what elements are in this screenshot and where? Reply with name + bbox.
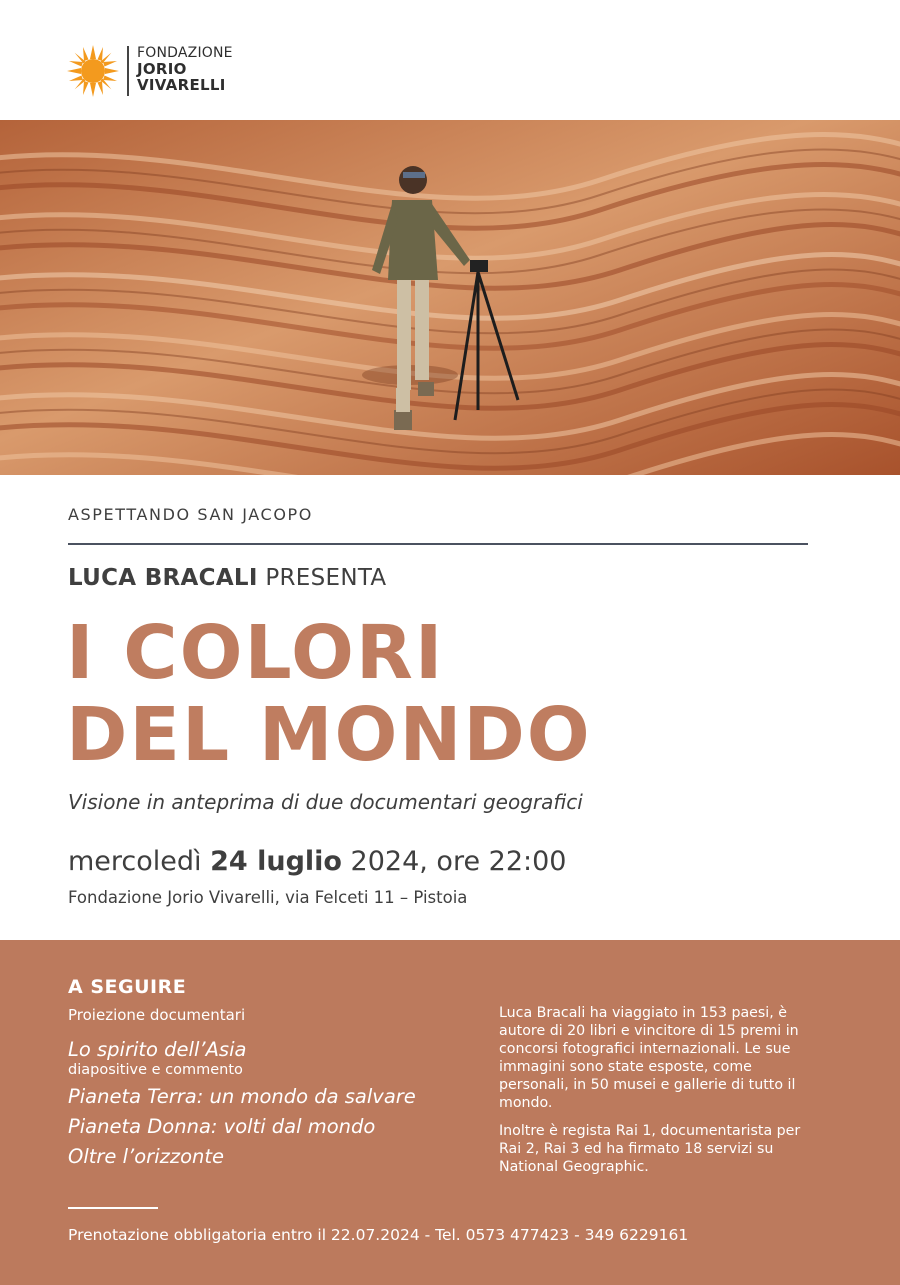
presenter-name: LUCA BRACALI bbox=[68, 565, 258, 591]
documentary-title: Lo spirito dell’Asia bbox=[68, 1038, 247, 1061]
event-venue: Fondazione Jorio Vivarelli, via Felceti 11 – Pistoia bbox=[68, 888, 468, 907]
logo-divider bbox=[127, 46, 129, 96]
list-item bbox=[68, 1145, 488, 1169]
header bbox=[0, 0, 900, 120]
date-bold: 24 luglio bbox=[210, 846, 342, 877]
date-suffix: 2024, ore 22:00 bbox=[341, 846, 567, 877]
booking-info: Prenotazione obbligatoria entro il 22.07.2024 - Tel. 0573 477423 - 349 6229161 bbox=[68, 1226, 689, 1244]
event-title-line2: DEL MONDO bbox=[66, 692, 592, 778]
logo-line-fondazione: FONDAZIONE bbox=[137, 45, 233, 61]
documentary-note: diapositive e commento bbox=[68, 1062, 243, 1078]
hero-photo bbox=[0, 120, 900, 475]
bio-paragraph: Luca Bracali ha viaggiato in 153 paesi, è autore di 20 libri e vincitore di 15 premi in concorsi fotografici internazionali. Le sue immagini sono state esposte, come personali, in 50 musei e gallerie di tutto il mondo. bbox=[499, 1005, 799, 1111]
event-datetime bbox=[68, 846, 566, 877]
list-item bbox=[68, 1038, 488, 1079]
band-divider bbox=[68, 1207, 158, 1209]
documentary-title: Oltre l’orizzonte bbox=[68, 1145, 225, 1168]
sun-icon bbox=[66, 44, 120, 98]
logo-wordmark bbox=[137, 45, 233, 93]
bio-paragraph: Inoltre è regista Rai 1, documentarista per Rai 2, Rai 3 ed ha firmato 18 servizi su National Geographic. bbox=[499, 1123, 801, 1175]
date-prefix: mercoledì bbox=[68, 846, 211, 877]
logo-line-vivarelli: VIVARELLI bbox=[137, 76, 226, 94]
list-item bbox=[68, 1085, 488, 1109]
list-item bbox=[68, 1115, 488, 1139]
documentary-title: Pianeta Donna: volti dal mondo bbox=[68, 1115, 376, 1138]
info-band bbox=[0, 940, 900, 1285]
documentary-list bbox=[68, 1038, 488, 1175]
event-title-line1: I COLORI bbox=[66, 610, 445, 696]
event-title bbox=[66, 612, 592, 776]
event-overline: ASPETTANDO SAN JACOPO bbox=[68, 505, 313, 524]
presenter-suffix: PRESENTA bbox=[257, 565, 387, 591]
divider-rule bbox=[68, 543, 808, 545]
photographer-in-sandstone-canyon-photo bbox=[0, 120, 900, 475]
logo-line-jorio: JORIO bbox=[137, 60, 187, 78]
event-subtitle: Visione in anteprima di due documentari geografici bbox=[68, 790, 583, 814]
presenter-line bbox=[68, 565, 386, 591]
documentary-title: Pianeta Terra: un mondo da salvare bbox=[68, 1085, 416, 1108]
presenter-bio bbox=[499, 1004, 809, 1186]
follow-subheading: Proiezione documentari bbox=[68, 1006, 246, 1024]
follow-heading: A SEGUIRE bbox=[68, 976, 187, 998]
